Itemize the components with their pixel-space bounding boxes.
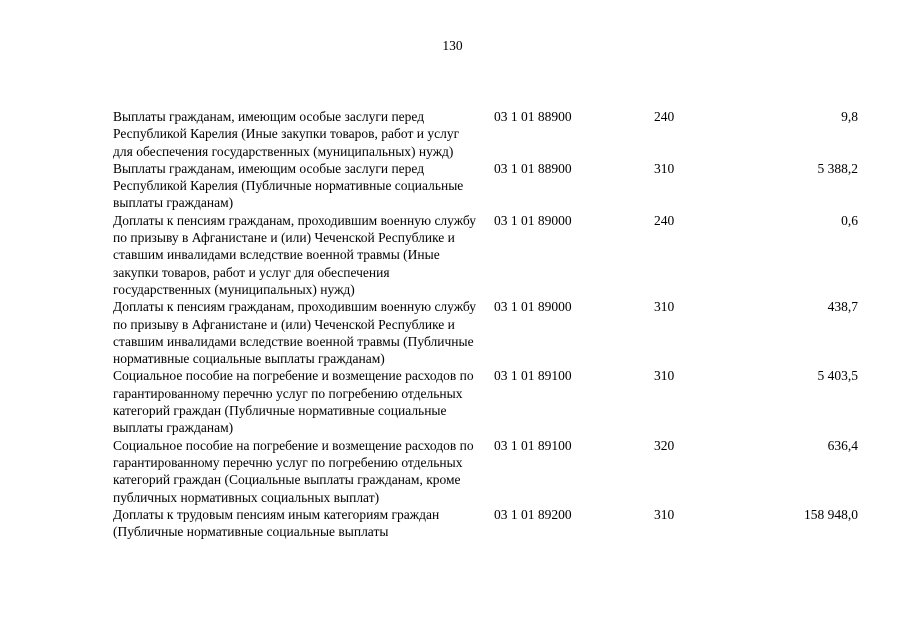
row-target-code: 03 1 01 88900 [494, 109, 572, 124]
table-row [113, 108, 863, 160]
row-target-code: 03 1 01 89100 [494, 437, 572, 453]
row-expense-type: 310 [654, 368, 675, 384]
row-expense-type: 240 [654, 109, 675, 124]
table-row [113, 160, 863, 212]
row-description: Выплаты гражданам, имеющим особые заслуги перед Республикой Карелия (Публичные нормативные социальные выплаты гражданам) [113, 160, 464, 211]
row-target-code: 03 1 01 89000 [494, 212, 572, 228]
row-amount: 0,6 [841, 212, 858, 228]
row-description: Доплаты к трудовым пенсиям иным категориям граждан (Публичные нормативные социальные выплаты [113, 506, 440, 540]
row-target-code: 03 1 01 89200 [494, 506, 572, 522]
row-description: Социальное пособие на погребение и возмещение расходов по гарантированному перечню услуг по погребению отдельных категорий граждан (Публичные нормативные социальные выплаты гражданам) [113, 368, 474, 436]
row-target-code: 03 1 01 89100 [494, 368, 572, 384]
row-amount: 9,8 [841, 109, 858, 124]
row-description: Выплаты гражданам, имеющим особые заслуги перед Республикой Карелия (Иные закупки товаров, работ и услуг для обеспечения государственных (муниципальных) нужд) [113, 109, 460, 159]
row-amount: 636,4 [827, 437, 858, 453]
row-description: Доплаты к пенсиям гражданам, проходившим военную службу по призыву в Афганистане и (или) Чеченской Республике и ставшим инвалидами вследствие военной травмы (Иные закупки товаров, работ и услуг для обеспечения государственных (муниципальных) нужд) [113, 212, 476, 297]
row-amount: 438,7 [827, 299, 858, 315]
row-description: Социальное пособие на погребение и возмещение расходов по гарантированному перечню услуг по погребению отдельных категорий граждан (Социальные выплаты гражданам, кроме публичных нормативных социальных выплат) [113, 437, 474, 505]
row-amount: 5 388,2 [817, 160, 858, 176]
table-row [113, 367, 863, 436]
row-target-code: 03 1 01 88900 [494, 160, 572, 176]
row-expense-type: 310 [654, 299, 675, 315]
row-expense-type: 240 [654, 212, 675, 228]
row-amount: 158 948,0 [804, 506, 858, 522]
row-amount: 5 403,5 [817, 368, 858, 384]
row-expense-type: 310 [654, 506, 675, 522]
row-target-code: 03 1 01 89000 [494, 299, 572, 315]
row-description: Доплаты к пенсиям гражданам, проходившим военную службу по призыву в Афганистане и (или) Чеченской Республике и ставшим инвалидами вследствие военной травмы (Публичные нормативные социальные выплаты гражданам) [113, 299, 476, 367]
table-row [113, 506, 863, 541]
row-expense-type: 310 [654, 160, 675, 176]
budget-table [113, 108, 863, 540]
table-row [113, 212, 863, 298]
table-row [113, 298, 863, 367]
page-number: 130 [442, 38, 463, 53]
table-row [113, 437, 863, 506]
row-expense-type: 320 [654, 437, 675, 453]
